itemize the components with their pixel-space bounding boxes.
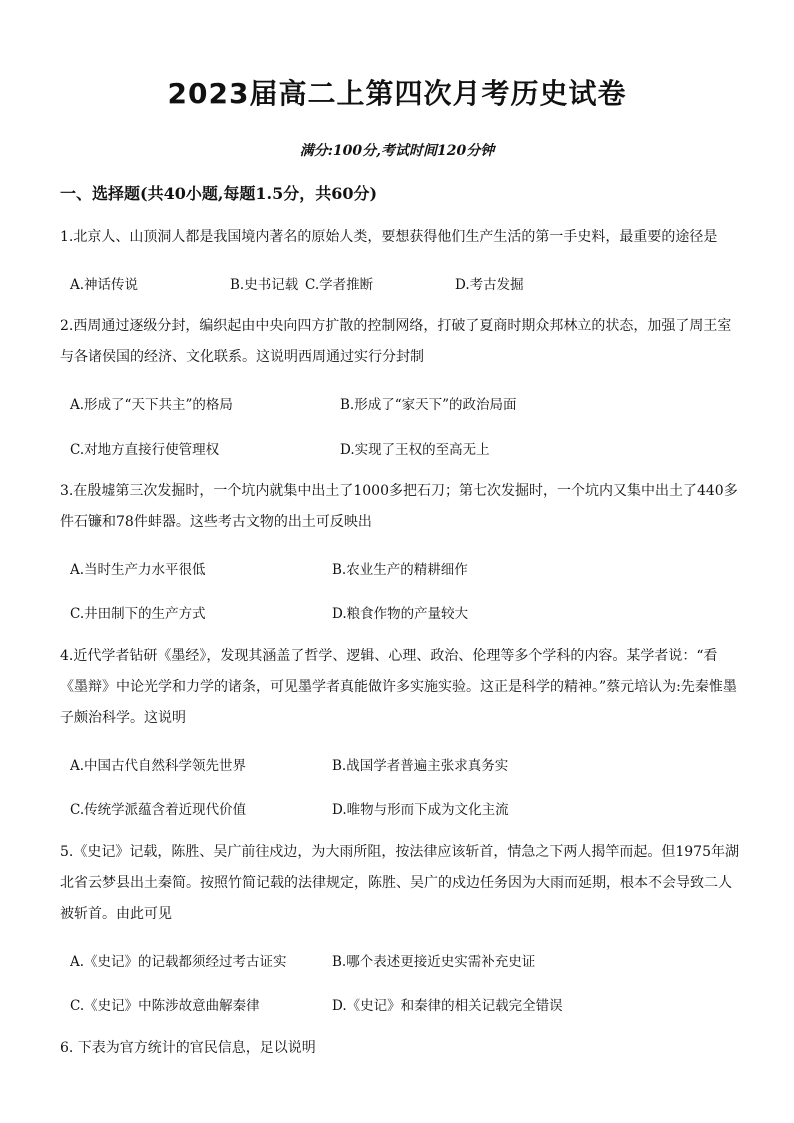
question-2-option-d: D.实现了王权的至高无上 bbox=[340, 442, 490, 458]
question-1-option-a: A.神话传说 bbox=[70, 277, 139, 293]
question-5-option-d: D.《史记》和秦律的相关记载完全错误 bbox=[332, 998, 563, 1014]
question-4-option-c: C.传统学派蕴含着近现代价值 bbox=[70, 802, 247, 818]
question-3-option-a: A.当时生产力水平很低 bbox=[70, 562, 206, 578]
question-6-stem: 6. 下表为官方统计的官民信息，足以说明 bbox=[60, 1040, 316, 1056]
question-4-option-b: B.战国学者普遍主张求真务实 bbox=[332, 758, 509, 774]
question-5-stem: 5.《史记》记载，陈胜、吴广前往戍边，为大雨所阻，按法律应该斩首，情急之下两人揭竿而起。但1975年湖北省云梦县出土秦简。按照竹简记载的法律规定，陈胜、吴广的戍边任务因为大雨而延期，根本不会导致二人被斩首。由此可见 bbox=[60, 844, 739, 922]
question-3-option-d: D.粮食作物的产量较大 bbox=[332, 606, 469, 622]
question-1-option-b: B.史书记载 bbox=[230, 277, 299, 293]
question-2-option-c: C.对地方直接行使管理权 bbox=[70, 442, 220, 458]
question-1-option-c: C.学者推断 bbox=[305, 277, 374, 293]
question-3-stem: 3.在殷墟第三次发掘时，一个坑内就集中出土了1000多把石刀；第七次发掘时，一个坑内又集中出土了440多件石镰和78件蚌器。这些考古文物的出土可反映出 bbox=[60, 483, 738, 530]
question-1-option-d: D.考古发掘 bbox=[455, 277, 524, 293]
question-5-option-b: B.哪个表述更接近史实需补充史证 bbox=[332, 954, 536, 970]
question-5-option-c: C.《史记》中陈涉故意曲解秦律 bbox=[70, 998, 260, 1014]
question-3-option-c: C.井田制下的生产方式 bbox=[70, 606, 206, 622]
question-4-stem: 4.近代学者钻研《墨经》，发现其涵盖了哲学、逻辑、心理、政治、伦理等多个学科的内容。某学者说：“看《墨辩》中论光学和力学的诸条，可见墨学者真能做许多实施实验。这正是科学的精神。”蔡元培认为:先秦惟墨子颇治科学。这说明 bbox=[60, 648, 737, 726]
question-2-option-b: B.形成了“家天下”的政治局面 bbox=[340, 397, 517, 413]
question-1-stem: 1.北京人、山顶洞人都是我国境内著名的原始人类，要想获得他们生产生活的第一手史料，最重要的途径是 bbox=[60, 229, 718, 245]
question-2-stem: 2.西周通过逐级分封，编织起由中央向四方扩散的控制网络，打破了夏商时期众邦林立的状态，加强了周王室与各诸侯国的经济、文化联系。这说明西周通过实行分封制 bbox=[60, 318, 732, 365]
exam-info: 满分:100分,考试时间120分钟 bbox=[299, 143, 495, 159]
question-4-option-d: D.唯物与形而下成为文化主流 bbox=[332, 802, 509, 818]
question-2-option-a: A.形成了“天下共主”的格局 bbox=[70, 397, 233, 413]
question-4-option-a: A.中国古代自然科学领先世界 bbox=[70, 758, 247, 774]
question-5-option-a: A.《史记》的记载都须经过考古证实 bbox=[70, 954, 287, 970]
section-heading: 一、选择题(共40小题,每题1.5分，共60分) bbox=[60, 184, 378, 203]
question-3-option-b: B.农业生产的精耕细作 bbox=[332, 562, 468, 578]
page-title: 2023届高二上第四次月考历史试卷 bbox=[167, 77, 627, 110]
